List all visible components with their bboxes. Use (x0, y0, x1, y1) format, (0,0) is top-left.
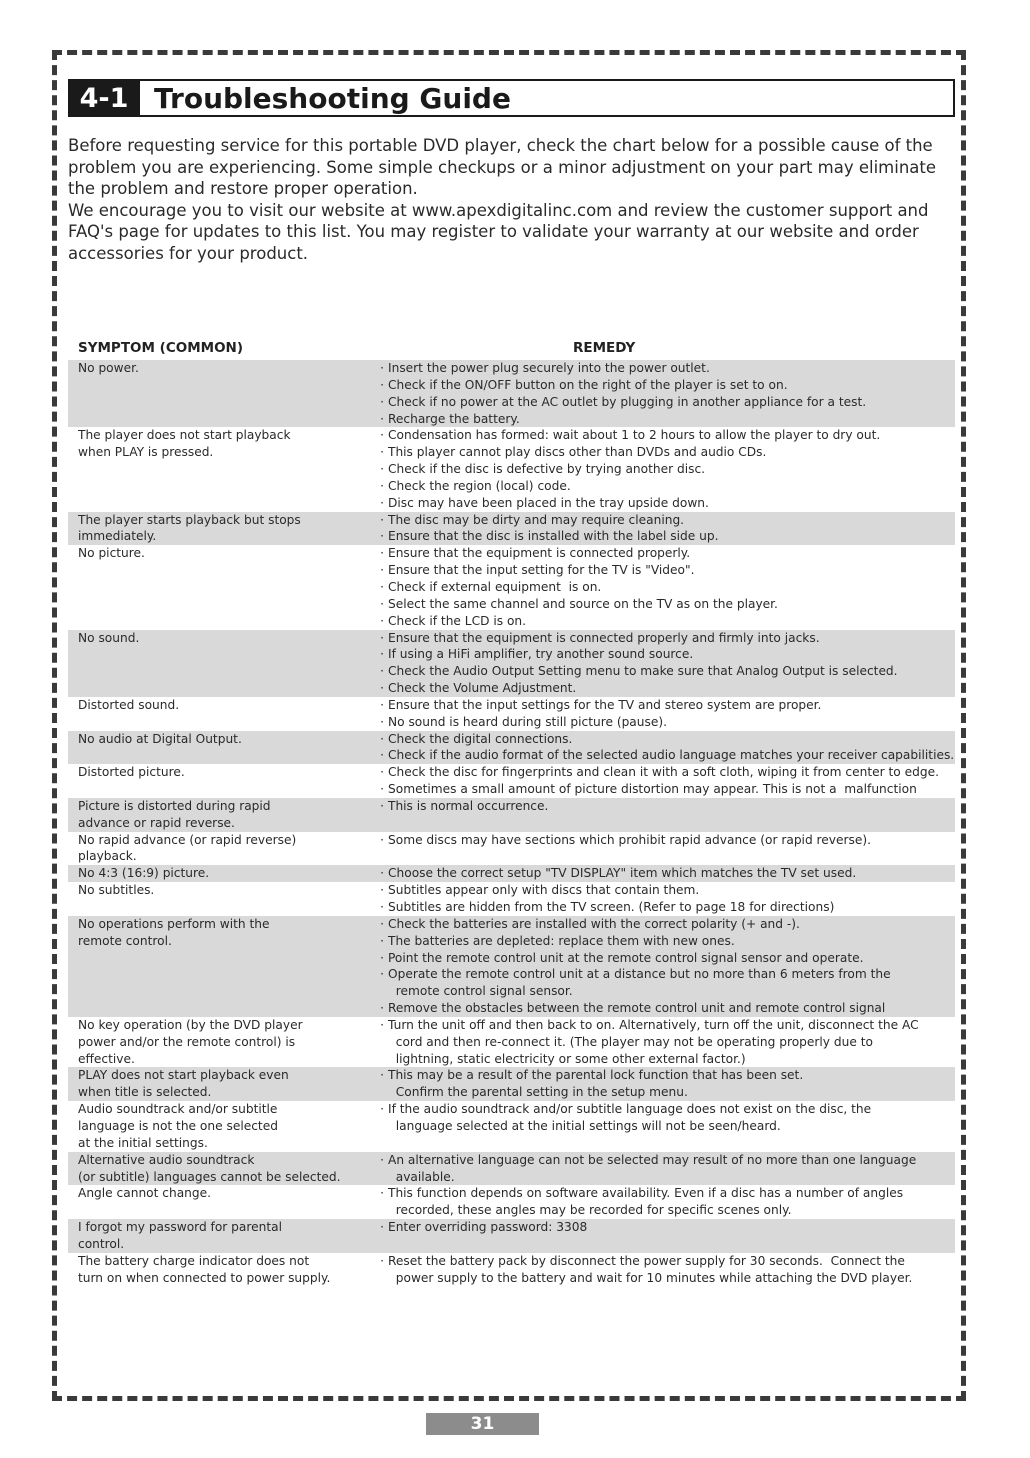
bullet-icon: · (380, 411, 384, 426)
remedy-item (376, 764, 955, 781)
bullet-icon: · (380, 529, 384, 544)
remedy-item (376, 646, 955, 663)
remedy-item (376, 1152, 955, 1186)
remedy-text: Ensure that the input settings for the TV and stereo system are proper. (388, 697, 822, 712)
remedy-item (376, 360, 955, 377)
remedy-item (376, 1017, 955, 1068)
remedy-text: Check if external equipment is on. (388, 579, 602, 594)
remedy-item (376, 512, 955, 529)
remedy-item (376, 714, 955, 731)
table-row (68, 764, 955, 798)
remedy-cell (368, 798, 955, 832)
remedy-text: Condensation has formed: wait about 1 to 2 hours to allow the player to dry out. (388, 428, 881, 443)
bullet-icon: · (380, 933, 384, 948)
remedy-text: Subtitles are hidden from the TV screen. (Refer to page 18 for directions) (388, 900, 835, 914)
table-row (68, 360, 955, 427)
remedy-text: Ensure that the input setting for the TV is "Video". (388, 563, 695, 578)
bullet-icon: · (380, 445, 384, 460)
remedy-text: Ensure that the equipment is connected properly and firmly into jacks. (388, 630, 820, 645)
remedy-cell (368, 1101, 955, 1152)
symptom-cell: Audio soundtrack and/or subtitle language is not the one selected at the initial settings. (78, 1102, 278, 1150)
remedy-text: An alternative language can not be selected may result of no more than one language available. (388, 1152, 917, 1184)
remedy-text: Point the remote control unit at the remote control signal sensor and operate. (388, 950, 864, 965)
remedy-item (376, 832, 955, 849)
symptom-cell: Angle cannot change. (78, 1186, 212, 1201)
remedy-text: Choose the correct setup "TV DISPLAY" item which matches the TV set used. (388, 866, 857, 881)
bullet-icon: · (380, 967, 384, 982)
remedy-item (376, 411, 955, 428)
symptom-cell: PLAY does not start playback even when title is selected. (78, 1068, 289, 1100)
remedy-text: This function depends on software availability. Even if a disc has a number of angles recorded, these angles may be recorded for specific scenes only. (388, 1186, 904, 1218)
table-row (68, 1017, 955, 1068)
table-header (68, 340, 955, 358)
remedy-text: Subtitles appear only with discs that contain them. (388, 883, 700, 898)
remedy-text: Some discs may have sections which prohibit rapid advance (or rapid reverse). (388, 832, 871, 847)
remedy-item (376, 916, 955, 933)
remedy-item (376, 731, 955, 748)
remedy-text: Check the batteries are installed with the correct polarity (+ and -). (388, 916, 800, 931)
remedy-item (376, 1000, 955, 1017)
remedy-item (376, 663, 955, 680)
symptom-cell: Distorted picture. (78, 765, 185, 780)
remedy-text: Insert the power plug securely into the power outlet. (388, 361, 710, 375)
remedy-item (376, 596, 955, 613)
remedy-cell (368, 360, 955, 427)
remedy-text: Check if the LCD is on. (388, 613, 527, 628)
remedy-item (376, 781, 955, 798)
bullet-icon: · (380, 866, 384, 881)
remedy-item (376, 545, 955, 562)
table-row (68, 1101, 955, 1152)
remedy-cell (368, 882, 955, 916)
troubleshooting-table (68, 360, 955, 1286)
table-row (68, 731, 955, 765)
remedy-item (376, 680, 955, 697)
remedy-text: Sometimes a small amount of picture distortion may appear. This is not a malfunction (388, 782, 917, 797)
bullet-icon: · (380, 748, 384, 763)
remedy-cell (368, 832, 955, 866)
remedy-item (376, 966, 955, 1000)
bullet-icon: · (380, 883, 384, 898)
remedy-text: Check the disc for fingerprints and clean it with a soft cloth, wiping it from center to edge. (388, 765, 939, 780)
table-row (68, 832, 955, 866)
bullet-icon: · (380, 1001, 384, 1016)
symptom-cell: No subtitles. (78, 883, 155, 898)
remedy-item (376, 461, 955, 478)
symptom-cell: No operations perform with the remote control. (78, 916, 270, 948)
bullet-icon: · (380, 512, 384, 527)
remedy-text: Ensure that the equipment is connected properly. (388, 546, 691, 561)
remedy-text: This may be a result of the parental lock function that has been set. Confirm the parental setting in the setup menu. (388, 1068, 804, 1100)
bullet-icon: · (380, 377, 384, 392)
remedy-text: Recharge the battery. (388, 411, 520, 426)
remedy-text: This player cannot play discs other than DVDs and audio CDs. (388, 445, 767, 460)
remedy-text: Operate the remote control unit at a distance but no more than 6 meters from the remote control signal sensor. (388, 967, 891, 999)
symptom-cell: No audio at Digital Output. (78, 731, 242, 746)
remedy-cell (368, 916, 955, 1017)
remedy-item (376, 630, 955, 647)
remedy-text: Check if the disc is defective by trying another disc. (388, 462, 706, 477)
bullet-icon: · (380, 1152, 384, 1167)
remedy-text: Check if the ON/OFF button on the right of the player is set to on. (388, 377, 788, 392)
remedy-cell (368, 1219, 955, 1253)
remedy-cell (368, 630, 955, 697)
symptom-cell: Alternative audio soundtrack (or subtitle) languages cannot be selected. (78, 1152, 341, 1184)
bullet-icon: · (380, 647, 384, 662)
remedy-text: This is normal occurrence. (388, 798, 549, 813)
remedy-item (376, 478, 955, 495)
remedy-text: If the audio soundtrack and/or subtitle language does not exist on the disc, the language selected at the initial settings will not be seen/heard. (388, 1102, 872, 1133)
section-header (68, 79, 955, 117)
remedy-text: Turn the unit off and then back to on. Alternatively, turn off the unit, disconnect the AC cord and then re-connect it. (The player may not be operating properly due to lightning, static electricity or some other external factor.) (388, 1017, 919, 1066)
symptom-cell: No key operation (by the DVD player power and/or the remote control) is effective. (78, 1017, 303, 1066)
bullet-icon: · (380, 900, 384, 914)
remedy-item (376, 579, 955, 596)
remedy-text: Ensure that the disc is installed with the label side up. (388, 529, 719, 544)
remedy-text: Check the digital connections. (388, 731, 573, 746)
bullet-icon: · (380, 630, 384, 645)
remedy-item (376, 562, 955, 579)
remedy-item (376, 377, 955, 394)
remedy-text: Reset the battery pack by disconnect the power supply for 30 seconds. Connect the power supply to the battery and wait for 10 minutes while attaching the DVD player. (388, 1253, 913, 1285)
remedy-text: Enter overriding password: 3308 (388, 1220, 588, 1235)
symptom-cell: The player starts playback but stops immediately. (78, 512, 301, 544)
bullet-icon: · (380, 428, 384, 443)
bullet-icon: · (380, 613, 384, 628)
remedy-cell (368, 1017, 955, 1068)
bullet-icon: · (380, 1102, 384, 1117)
bullet-icon: · (380, 596, 384, 611)
page-number: 31 (426, 1413, 539, 1435)
table-row (68, 1253, 955, 1287)
remedy-cell (368, 1185, 955, 1219)
intro-paragraph-2: We encourage you to visit our website at www.apexdigitalinc.com and review the customer support and FAQ's page for updates to this list. You may register to validate your warranty at our website and order accessories for your product. (68, 200, 929, 263)
bullet-icon: · (380, 563, 384, 578)
table-row (68, 916, 955, 1017)
table-row (68, 697, 955, 731)
remedy-item (376, 798, 955, 815)
page-title: Troubleshooting Guide (154, 81, 511, 115)
remedy-cell (368, 697, 955, 731)
table-row (68, 1152, 955, 1186)
remedy-text: Check the Volume Adjustment. (388, 681, 577, 696)
bullet-icon: · (380, 714, 384, 729)
bullet-icon: · (380, 798, 384, 813)
symptom-cell: No picture. (78, 546, 145, 561)
remedy-cell (368, 427, 955, 511)
table-row (68, 865, 955, 882)
bullet-icon: · (380, 916, 384, 931)
bullet-icon: · (380, 546, 384, 561)
remedy-item (376, 528, 955, 545)
remedy-item (376, 444, 955, 461)
remedy-cell (368, 764, 955, 798)
remedy-item (376, 899, 955, 916)
bullet-icon: · (380, 664, 384, 679)
remedy-item (376, 1185, 955, 1219)
bullet-icon: · (380, 462, 384, 477)
remedy-item (376, 1067, 955, 1101)
symptom-cell: Distorted sound. (78, 697, 180, 712)
table-row (68, 512, 955, 546)
remedy-text: Select the same channel and source on the TV as on the player. (388, 596, 778, 611)
remedy-text: Remove the obstacles between the remote control unit and remote control signal (388, 1001, 886, 1016)
symptom-cell: The battery charge indicator does not turn on when connected to power supply. (78, 1253, 331, 1285)
remedy-cell (368, 1067, 955, 1101)
section-number: 4-1 (68, 79, 140, 117)
remedy-item (376, 1253, 955, 1287)
remedy-cell (368, 1152, 955, 1186)
bullet-icon: · (380, 1068, 384, 1083)
bullet-icon: · (380, 1220, 384, 1235)
remedy-item (376, 1219, 955, 1236)
remedy-text: The batteries are depleted: replace them with new ones. (388, 933, 735, 948)
remedy-item (376, 865, 955, 882)
remedy-cell (368, 1253, 955, 1287)
symptom-cell: No 4:3 (16:9) picture. (78, 866, 210, 881)
table-row (68, 798, 955, 832)
table-row (68, 1219, 955, 1253)
remedy-item (376, 1101, 955, 1135)
bullet-icon: · (380, 950, 384, 965)
bullet-icon: · (380, 832, 384, 847)
bullet-icon: · (380, 478, 384, 493)
bullet-icon: · (380, 361, 384, 375)
bullet-icon: · (380, 782, 384, 797)
bullet-icon: · (380, 765, 384, 780)
remedy-item (376, 747, 955, 764)
symptom-cell: No rapid advance (or rapid reverse) playback. (78, 832, 297, 864)
bullet-icon: · (380, 495, 384, 510)
remedy-item (376, 394, 955, 411)
bullet-icon: · (380, 731, 384, 746)
remedy-item (376, 933, 955, 950)
table-row (68, 427, 955, 511)
remedy-text: Disc may have been placed in the tray upside down. (388, 495, 709, 510)
symptom-cell: No sound. (78, 630, 140, 645)
remedy-text: Check the Audio Output Setting menu to make sure that Analog Output is selected. (388, 664, 898, 679)
table-row (68, 1185, 955, 1219)
remedy-cell (368, 545, 955, 629)
table-row (68, 1067, 955, 1101)
symptom-cell: The player does not start playback when PLAY is pressed. (78, 428, 291, 460)
symptom-cell: No power. (78, 361, 139, 375)
bullet-icon: · (380, 681, 384, 696)
remedy-column-header: REMEDY (573, 340, 636, 356)
table-row (68, 882, 955, 916)
remedy-text: No sound is heard during still picture (pause). (388, 714, 667, 729)
intro-text (68, 135, 953, 264)
intro-paragraph-1: Before requesting service for this portable DVD player, check the chart below for a possible cause of the problem you are experiencing. Some simple checkups or a minor adjustment on your part may eliminate the problem and restore proper operation. (68, 136, 937, 198)
remedy-item (376, 495, 955, 512)
bullet-icon: · (380, 1017, 384, 1032)
bullet-icon: · (380, 394, 384, 409)
symptom-cell: Picture is distorted during rapid advance or rapid reverse. (78, 798, 271, 830)
bullet-icon: · (380, 697, 384, 712)
remedy-item (376, 697, 955, 714)
remedy-text: Check the region (local) code. (388, 478, 571, 493)
remedy-text: Check if no power at the AC outlet by plugging in another appliance for a test. (388, 394, 867, 409)
symptom-cell: I forgot my password for parental control. (78, 1220, 282, 1251)
remedy-cell (368, 512, 955, 546)
remedy-item (376, 613, 955, 630)
remedy-item (376, 882, 955, 899)
remedy-text: Check if the audio format of the selected audio language matches your receiver capabilities. (388, 748, 955, 763)
remedy-text: The disc may be dirty and may require cleaning. (388, 512, 685, 527)
bullet-icon: · (380, 1253, 384, 1268)
table-row (68, 545, 955, 629)
bullet-icon: · (380, 1186, 384, 1201)
symptom-column-header: SYMPTOM (COMMON) (78, 340, 244, 356)
bullet-icon: · (380, 579, 384, 594)
remedy-cell (368, 865, 955, 882)
remedy-item (376, 950, 955, 967)
table-row (68, 630, 955, 697)
remedy-item (376, 427, 955, 444)
remedy-cell (368, 731, 955, 765)
remedy-text: If using a HiFi amplifier, try another sound source. (388, 647, 694, 662)
